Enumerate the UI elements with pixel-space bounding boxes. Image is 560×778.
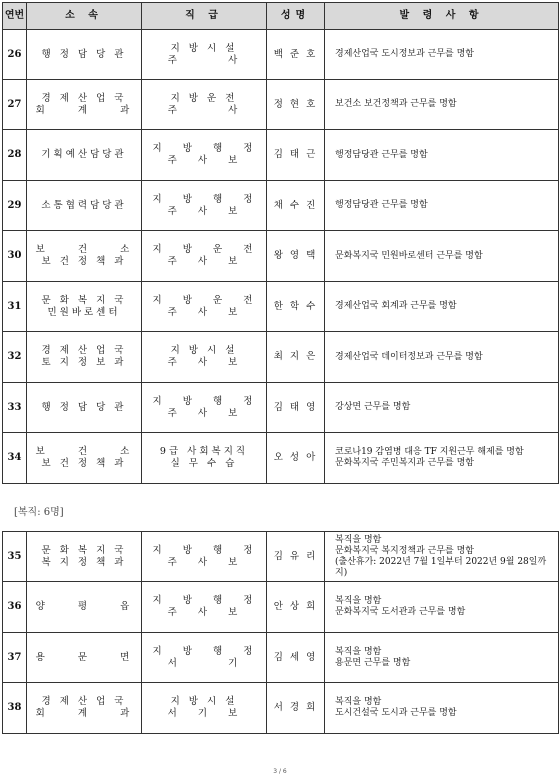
row-number: 32	[3, 332, 27, 383]
table-row	[3, 532, 559, 582]
table-row	[3, 683, 559, 734]
person-name: 한 학 수	[267, 282, 325, 332]
grade-cell-line: 지 방 행 정	[152, 595, 256, 606]
grade-cell	[142, 383, 267, 433]
order-detail-line: (출산휴가: 2022년 7월 1일부터 2022년 9월 28일까	[335, 556, 547, 567]
order-detail-cell	[325, 633, 559, 683]
org-cell-line: 보 건 정 책 과	[41, 256, 127, 267]
row-number: 28	[3, 130, 27, 181]
table-header-row	[3, 3, 559, 30]
table-row	[3, 80, 559, 130]
row-number: 33	[3, 383, 27, 433]
table-row	[3, 383, 559, 433]
grade-cell-line: 지 방 시 설	[170, 42, 238, 54]
personnel-table-reinstatements	[2, 531, 559, 734]
order-detail-line: 문화복지국 복지정책과 근무를 명함	[335, 545, 474, 556]
org-cell-line: 회 계 과	[35, 708, 133, 719]
order-detail-line: 복직을 명함	[335, 697, 382, 707]
order-detail-line: 복직을 명함	[335, 534, 382, 545]
order-detail-line: 용문면 근무를 명함	[335, 657, 411, 668]
row-number: 27	[3, 80, 27, 130]
grade-cell	[142, 633, 267, 683]
header-detail: 발 령 사 항	[325, 3, 559, 30]
order-detail-cell	[325, 30, 559, 80]
order-detail-cell	[325, 130, 559, 181]
org-cell-line: 보 건 소	[35, 446, 133, 457]
grade-cell-line: 주 사 보	[167, 407, 241, 419]
grade-cell-line: 서 기 보	[167, 708, 241, 719]
grade-cell	[142, 130, 267, 181]
org-cell	[27, 282, 142, 332]
org-cell-line: 행 정 담 당 관	[41, 401, 127, 413]
order-detail-line: 강상면 근무를 명함	[335, 402, 411, 412]
org-cell-line: 경 제 산 업 국	[41, 92, 127, 104]
person-name: 안 상 희	[267, 582, 325, 633]
order-detail-line: 복직을 명함	[335, 646, 382, 657]
order-detail-line: 문화복지국 민원바로센터 근무를 명함	[335, 250, 483, 261]
row-number: 34	[3, 433, 27, 484]
table-row	[3, 282, 559, 332]
grade-cell	[142, 433, 267, 484]
person-name: 왕 영 택	[267, 231, 325, 282]
table-row	[3, 30, 559, 80]
order-detail-line: 경제산업국 도시정보과 근무를 명함	[335, 49, 474, 59]
order-detail-line: 행정담당관 근무를 명함	[335, 149, 428, 160]
grade-cell-line: 지 방 행 정	[152, 395, 256, 407]
row-number: 31	[3, 282, 27, 332]
grade-cell-line: 지 방 행 정	[152, 193, 256, 205]
order-detail-line: 행정담당관 근무를 명함	[335, 200, 428, 210]
person-name: 김 세 영	[267, 633, 325, 683]
grade-cell-line: 주 사 보	[167, 256, 241, 267]
org-cell-line: 기획예산담당관	[41, 149, 127, 160]
table-row	[3, 181, 559, 231]
org-cell	[27, 130, 142, 181]
order-detail-line: 경제산업국 데이터정보과 근무를 명함	[335, 351, 483, 362]
grade-cell-line: 지 방 행 정	[152, 645, 256, 657]
grade-cell-line: 지 방 시 설	[170, 696, 238, 707]
org-cell-line: 회 계 과	[35, 104, 133, 116]
org-cell-line: 보 건 소	[35, 244, 133, 255]
order-detail-cell	[325, 532, 559, 582]
grade-cell-line: 주 사	[167, 54, 241, 66]
grade-cell-line: 지 방 운 전	[170, 92, 238, 104]
grade-cell-line: 주 사 보	[167, 155, 241, 166]
person-name: 김 태 근	[267, 130, 325, 181]
org-cell-line: 문 화 복 지 국	[41, 544, 127, 556]
order-detail-line: 도시건설국 도시과 근무를 명함	[335, 708, 457, 718]
row-number: 35	[3, 532, 27, 582]
org-cell	[27, 181, 142, 231]
order-detail-cell	[325, 332, 559, 383]
org-cell	[27, 231, 142, 282]
grade-cell-line: 주 사	[167, 104, 241, 116]
org-cell-line: 보 건 정 책 과	[41, 458, 127, 469]
org-cell-line: 행 정 담 당 관	[41, 48, 127, 60]
order-detail-line: 문화복지국 도서관과 근무를 명함	[335, 607, 466, 617]
grade-cell-line: 9급 사회복지직	[159, 446, 249, 457]
header-no: 연번	[3, 3, 27, 30]
org-cell	[27, 80, 142, 130]
order-detail-cell	[325, 231, 559, 282]
grade-cell-line: 실 무 수 습	[170, 458, 238, 469]
org-cell-line: 복 지 정 책 과	[41, 556, 127, 568]
grade-cell-line: 주 사 보	[167, 556, 241, 568]
org-cell-line: 경 제 산 업 국	[41, 345, 127, 356]
order-detail-line: 보건소 보건정책과 근무를 명함	[335, 99, 457, 109]
person-name: 채 수 진	[267, 181, 325, 231]
org-cell-line: 문 화 복 지 국	[41, 294, 127, 306]
grade-cell-line: 지 방 운 전	[152, 294, 256, 306]
section-note: [복직: 6명]	[14, 507, 64, 518]
grade-cell	[142, 30, 267, 80]
order-detail-cell	[325, 433, 559, 484]
grade-cell-line: 서 기	[167, 657, 241, 669]
header-grade: 직 급	[142, 3, 267, 30]
grade-cell	[142, 181, 267, 231]
person-name: 김 유 리	[267, 532, 325, 582]
order-detail-cell	[325, 582, 559, 633]
org-cell-line: 양 평 읍	[35, 601, 133, 612]
org-cell	[27, 433, 142, 484]
grade-cell-line: 주 사 보	[167, 607, 241, 618]
org-cell-line: 민원바로센터	[47, 306, 121, 318]
person-name: 김 태 영	[267, 383, 325, 433]
grade-cell-line: 주 사 보	[167, 205, 241, 217]
grade-cell-line: 지 방 운 전	[152, 244, 256, 255]
order-detail-cell	[325, 383, 559, 433]
org-cell	[27, 30, 142, 80]
row-number: 38	[3, 683, 27, 734]
org-cell	[27, 683, 142, 734]
grade-cell	[142, 582, 267, 633]
table-row	[3, 433, 559, 484]
person-name: 백 준 호	[267, 30, 325, 80]
order-detail-line: 지)	[335, 567, 348, 578]
grade-cell-line: 지 방 시 설	[170, 345, 238, 356]
table-row	[3, 582, 559, 633]
grade-cell	[142, 80, 267, 130]
order-detail-cell	[325, 282, 559, 332]
person-name: 서 경 희	[267, 683, 325, 734]
row-number: 37	[3, 633, 27, 683]
order-detail-cell	[325, 80, 559, 130]
grade-cell-line: 지 방 행 정	[152, 143, 256, 154]
order-detail-line: 문화복지국 주민복지과 근무를 명함	[335, 458, 474, 468]
table-row	[3, 332, 559, 383]
org-cell	[27, 383, 142, 433]
grade-cell-line: 주 사 보	[167, 357, 241, 368]
row-number: 36	[3, 582, 27, 633]
org-cell	[27, 332, 142, 383]
org-cell-line: 경 제 산 업 국	[41, 696, 127, 707]
org-cell	[27, 532, 142, 582]
org-cell-line: 토 지 정 보 과	[41, 357, 127, 368]
grade-cell-line: 지 방 행 정	[152, 544, 256, 556]
grade-cell	[142, 332, 267, 383]
order-detail-line: 경제산업국 회계과 근무를 명함	[335, 301, 457, 311]
table-row	[3, 231, 559, 282]
row-number: 26	[3, 30, 27, 80]
grade-cell	[142, 532, 267, 582]
grade-cell	[142, 282, 267, 332]
order-detail-line: 코로나19 감염병 대응 TF 지원근무 해제를 명함	[335, 447, 524, 457]
org-cell-line: 용 문 면	[35, 651, 133, 663]
org-cell-line: 소통협력담당관	[41, 199, 127, 211]
grade-cell-line: 주 사 보	[167, 306, 241, 318]
person-name: 오 성 아	[267, 433, 325, 484]
row-number: 29	[3, 181, 27, 231]
table-row	[3, 130, 559, 181]
org-cell	[27, 633, 142, 683]
order-detail-cell	[325, 181, 559, 231]
page-number: 3 / 6	[273, 768, 287, 775]
table-row	[3, 633, 559, 683]
person-name: 정 현 호	[267, 80, 325, 130]
order-detail-line: 복직을 명함	[335, 596, 382, 606]
header-org: 소 속	[27, 3, 142, 30]
row-number: 30	[3, 231, 27, 282]
grade-cell	[142, 231, 267, 282]
header-name: 성명	[267, 3, 325, 30]
grade-cell	[142, 683, 267, 734]
person-name: 최 지 은	[267, 332, 325, 383]
personnel-table-transfers	[2, 2, 559, 484]
org-cell	[27, 582, 142, 633]
order-detail-cell	[325, 683, 559, 734]
